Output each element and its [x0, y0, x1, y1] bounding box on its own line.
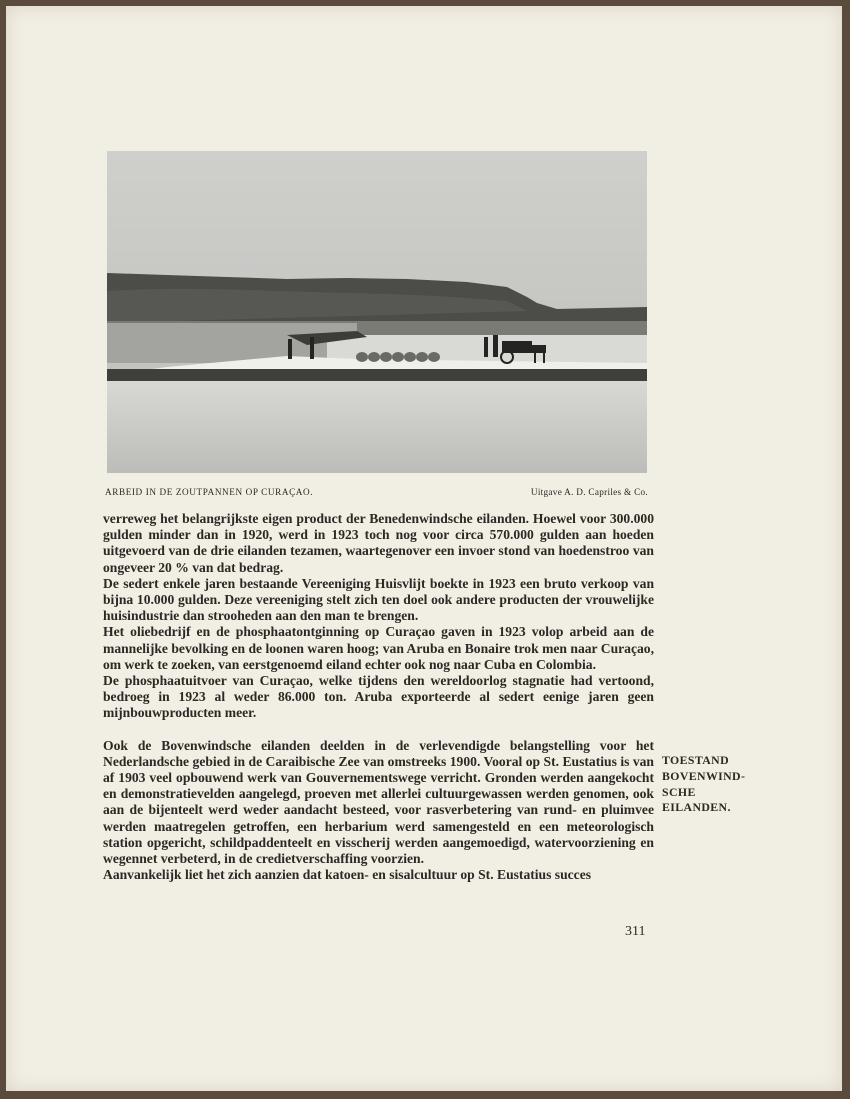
margin-note-line: BOVENWIND- [662, 768, 746, 783]
body-text [103, 511, 654, 883]
page-number: 311 [625, 924, 646, 939]
photo-credit: Uitgave A. D. Capriles & Co. [530, 487, 648, 497]
paragraph: Het oliebedrijf en de phosphaatontginning op Curaçao gaven in 1923 volop arbeid aan de mannelijke bevolking en de loonen waren hoog; van Aruba en Bonaire trok men naar Curaçao, om werk te zoeken, van eerstgenoemd eiland echter ook nog naar Cuba en Colombia. [103, 624, 654, 672]
paragraph: De phosphaatuitvoer van Curaçao, welke tijdens den wereldoorlog stagnatie had vertoond, bedroeg in 1923 al weder 86.000 ton. Aruba exporteerde al sedert eenige jaren geen mijnbouwproducten meer. [103, 673, 654, 721]
section-spacer [103, 722, 654, 738]
paragraph: Ook de Bovenwindsche eilanden deelden in de verlevendigde belangstelling voor het Nederlandsche gebied in de Caraibische Zee van omstreeks 1900. Vooral op St. Eustatius is van af 1903 veel opbouwend werk van Gouvernementswege verricht. Gronden werden aangekocht en demonstratievelden aangelegd, proeven met allerlei cultuurgewassen werden genomen, ook aan de bijenteelt werd weder aandacht besteed, voor rasverbetering van rund- en pluimvee werden maatregelen getroffen, een herbarium werd samengesteld en een meteorologisch station opgericht, schildpaddenteelt en visscherij werden aangemoedigd, watervoorziening en wegennet verbeterd, in de credietverschaffing voorzien. [103, 737, 654, 867]
paragraph: Aanvankelijk liet het zich aanzien dat katoen- en sisalcultuur op St. Eustatius succes [103, 867, 592, 883]
margin-note-line: TOESTAND [662, 753, 730, 767]
margin-note-line: EILANDEN. [662, 800, 731, 815]
salt-pans-photograph [107, 151, 647, 473]
margin-note [662, 753, 752, 816]
paragraph: De sedert enkele jaren bestaande Vereeniging Huisvlijt boekte in 1923 een bruto verkoop van bijna 10.000 gulden. Deze vereeniging stelt zich ten doel ook andere producten der vrouwelijke huisindustrie dan strooheden aan den man te brengen. [103, 575, 654, 624]
photo-caption: ARBEID IN DE ZOUTPANNEN OP CURAÇAO. [105, 487, 314, 497]
paragraph: verreweg het belangrijkste eigen product der Benedenwindsche eilanden. Hoewel voor 300.000 gulden minder dan in 1920, werd in 1923 toch nog voor circa 570.000 gulden aan hoeden uitgevoerd van de drie eilanden tezamen, waartegenover een invoer stond van hoedenstroo van ongeveer 20 % van dat bedrag. [103, 511, 654, 575]
margin-note-line: SCHE [662, 784, 696, 799]
book-page [6, 6, 842, 1091]
